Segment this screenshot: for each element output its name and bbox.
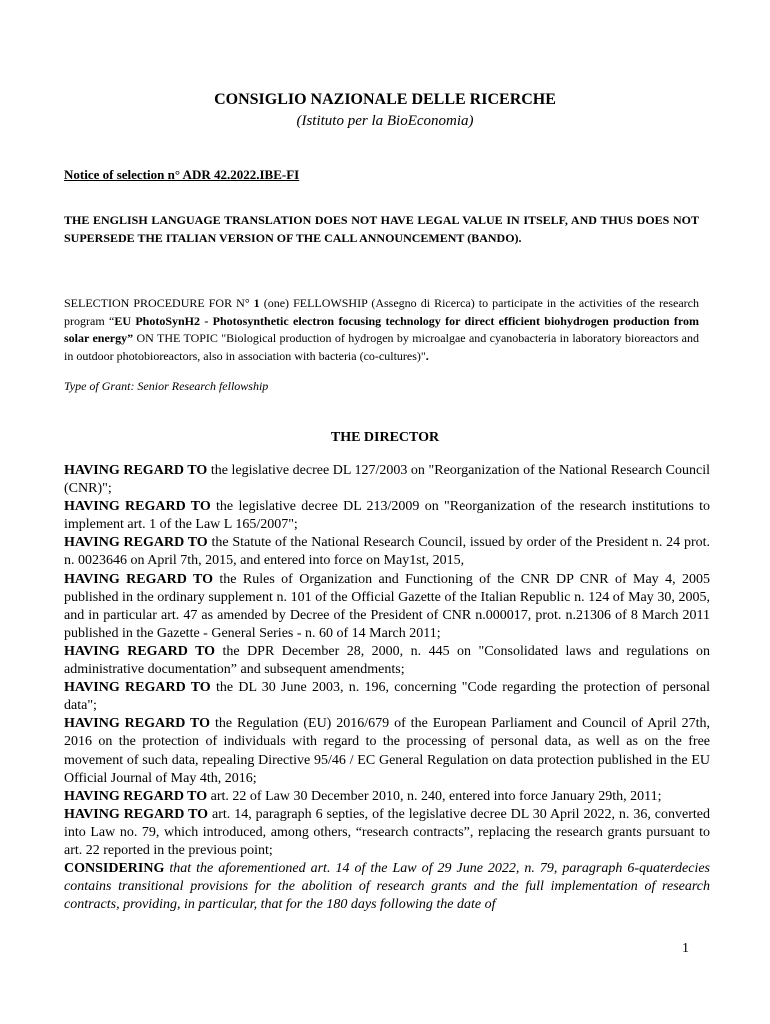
regard-paragraph (64, 571, 710, 643)
fellowship-count: 1 (253, 296, 260, 310)
notice-reference: Notice of selection n° ADR 42.2022.IBE-FI (64, 167, 300, 182)
regard-paragraph (64, 534, 710, 570)
procedure-topic: ON THE TOPIC "Biological production of hydrogen by microalgae and cyanobacteria in laboratory bioreactors and in outdoor photobioreactors, also in association with bacteria (co-cultures)" (64, 331, 699, 364)
regard-paragraph (64, 806, 710, 860)
regard-paragraph (64, 498, 710, 534)
selection-procedure (64, 295, 699, 366)
paragraph-text: that the aforementioned art. 14 of the Law of 29 June 2022, n. 79, paragraph 6-quaterdecies contains transitional provisions for the abolition of research grants and the full implementation of research contracts, providing, in particular, that for the 180 days following the date of (64, 861, 710, 913)
page-number: 1 (682, 941, 689, 956)
paragraph-text: the Statute of the National Research Council, issued by order of the President n. 24 prot. n. 0023646 on April 7th, 2015, and entered into force on May1st, 2015, (64, 535, 710, 569)
paragraph-lead: HAVING REGARD TO (64, 716, 211, 732)
page-title: CONSIGLIO NAZIONALE DELLE RICERCHE (214, 91, 556, 108)
paragraph-lead: HAVING REGARD TO (64, 643, 216, 659)
paragraph-text: art. 14, paragraph 6 septies, of the legislative decree DL 30 April 2022, n. 36, converted into Law no. 79, which introduced, among others, “research contracts”, replacing the research grants pursuant to art. 22 reported in the previous point; (64, 806, 710, 858)
paragraph-text: the DL 30 June 2003, n. 196, concerning "Code regarding the protection of personal data"; (64, 680, 710, 714)
paragraph-text: the legislative decree DL 127/2003 on "Reorganization of the National Research Council (CNR)"; (64, 463, 710, 497)
paragraph-lead: HAVING REGARD TO (64, 571, 213, 587)
grant-type: Type of Grant: Senior Research fellowship (64, 379, 269, 393)
paragraph-lead: HAVING REGARD TO (64, 499, 211, 515)
paragraph-lead: HAVING REGARD TO (64, 806, 209, 822)
paragraph-lead: HAVING REGARD TO (64, 788, 208, 804)
considering-paragraph (64, 860, 710, 914)
regard-paragraph (64, 715, 710, 787)
procedure-text: SELECTION PROCEDURE FOR N° (64, 296, 254, 310)
regard-paragraph (64, 462, 710, 498)
translation-disclaimer: THE ENGLISH LANGUAGE TRANSLATION DOES NOT HAVE LEGAL VALUE IN ITSELF, AND THUS DOES NOT SUPERSEDE THE ITALIAN VERSION OF THE CALL ANNOUNCEMENT (BANDO). (64, 213, 699, 245)
paragraph-lead: HAVING REGARD TO (64, 680, 211, 696)
procedure-text: (one) FELLOWSHIP (Assegno di Ricerca) to participate in the activities of the research program “ (64, 296, 699, 328)
paragraph-lead: HAVING REGARD TO (64, 535, 208, 551)
regard-paragraph (64, 788, 710, 806)
paragraph-text: art. 22 of Law 30 December 2010, n. 240, entered into force January 29th, 2011; (207, 788, 662, 804)
regard-paragraph (64, 643, 710, 679)
paragraph-lead: CONSIDERING (64, 861, 165, 877)
document-body (64, 462, 710, 914)
paragraph-text: the Regulation (EU) 2016/679 of the European Parliament and Council of April 27th, 2016 on the protection of individuals with regard to the processing of personal data, as well as on the free movement of such data, repealing Directive 95/46 / EC General Regulation on data protection published in the EU Official Journal of May 4th, 2016; (64, 716, 710, 786)
program-name: EU PhotoSynH2 - Photosynthetic electron focusing technology for direct efficient biohydrogen production from solar energy” (64, 313, 699, 346)
paragraph-text: the DPR December 28, 2000, n. 445 on "Consolidated laws and regulations on administrative documentation” and subsequent amendments; (64, 643, 710, 678)
paragraph-lead: HAVING REGARD TO (64, 463, 208, 478)
regard-paragraph (64, 679, 710, 715)
paragraph-text: the legislative decree DL 213/2009 on "Reorganization of the research institutions to implement art. 1 of the Law L 165/2007"; (64, 499, 710, 533)
page-subtitle: (Istituto per la BioEconomia) (296, 113, 474, 129)
paragraph-text: the Rules of Organization and Functioning of the CNR DP CNR of May 4, 2005 published in the ordinary supplement n. 101 of the Official Gazette of the Italian Republic n. 124 of May 30, 2005, and in particular art. 47 as amended by Decree of the President of CNR n.000017, prot. n.21306 of 8 March 2011 published in the Gazette - General Series - n. 60 of 14 March 2011; (64, 571, 710, 641)
procedure-end: . (425, 349, 429, 364)
director-heading: THE DIRECTOR (330, 430, 440, 445)
